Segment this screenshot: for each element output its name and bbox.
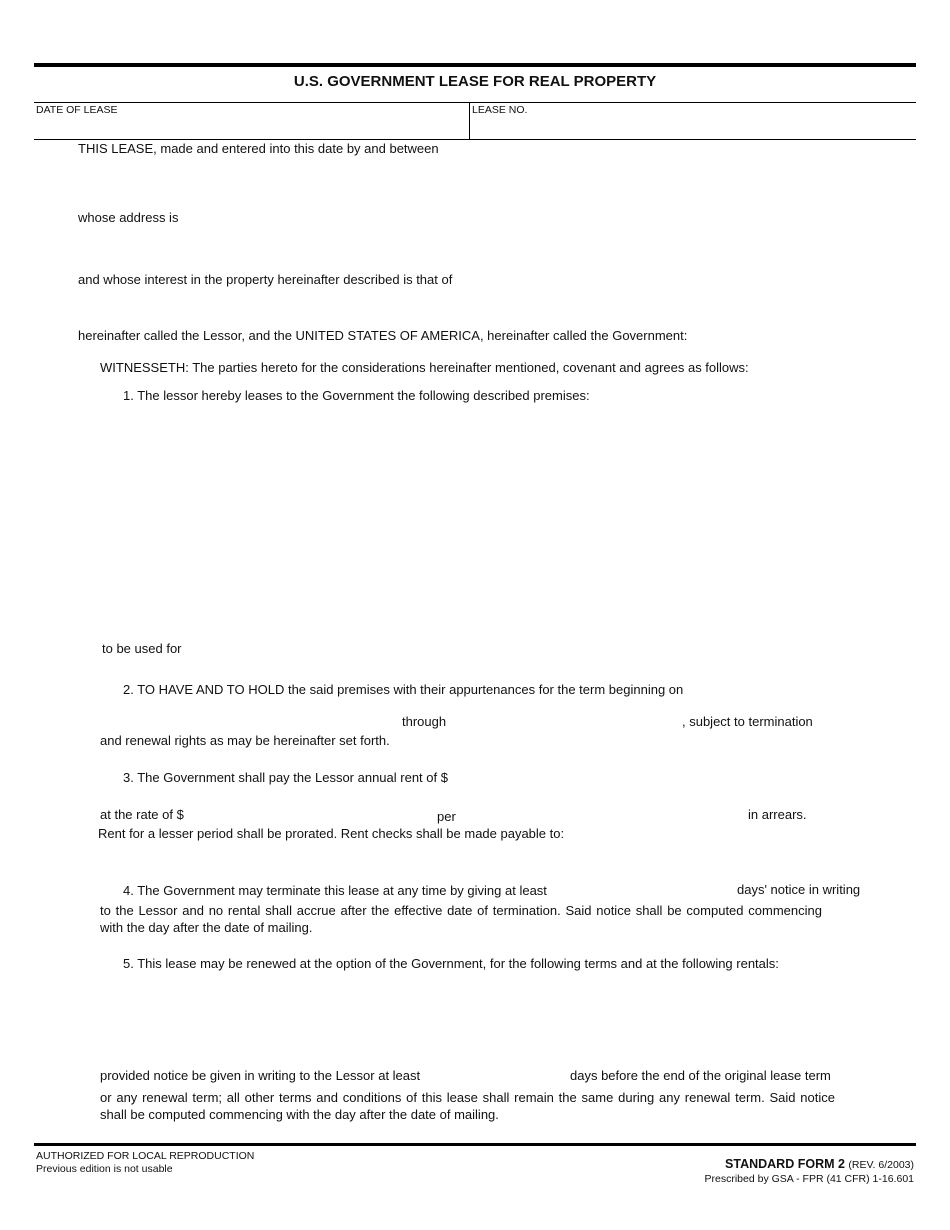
hereinafter-text: hereinafter called the Lessor, and the UNITED STATES OF AMERICA, hereinafter called the Government:: [78, 328, 688, 343]
clause-5-body: or any renewal term; all other terms and conditions of this lease shall remain the same during any renewal term. Said notice shall be computed commencing with the day after the date of mailing.: [100, 1090, 835, 1122]
lease-no-label: LEASE NO.: [472, 104, 528, 116]
to-be-used-for-text: to be used for: [102, 641, 182, 656]
this-lease-text: THIS LEASE, made and entered into this date by and between: [78, 141, 439, 156]
header-divider: [469, 102, 470, 139]
top-rule: [34, 63, 916, 67]
clause-5-text: 5. This lease may be renewed at the option of the Government, for the following terms and at the following rentals:: [123, 956, 779, 971]
form-title: U.S. GOVERNMENT LEASE FOR REAL PROPERTY: [293, 73, 657, 90]
clause-3-text: 3. The Government shall pay the Lessor annual rent of $: [123, 770, 448, 785]
clause-2-text: 2. TO HAVE AND TO HOLD the said premises with their appurtenances for the term beginning on: [123, 682, 684, 697]
days-before-text: days before the end of the original lease term: [570, 1068, 831, 1083]
provided-notice-text: provided notice be given in writing to the Lessor at least: [100, 1068, 421, 1083]
rate-text: at the rate of $: [100, 807, 184, 822]
form-name: STANDARD FORM 2: [725, 1157, 845, 1171]
date-of-lease-label: DATE OF LEASE: [36, 104, 118, 116]
in-arrears-text: in arrears.: [748, 807, 807, 822]
form-identifier: [725, 1157, 914, 1171]
footer-rule: [34, 1143, 916, 1146]
interest-field[interactable]: [78, 292, 908, 326]
previous-edition-text: Previous edition is not usable: [36, 1163, 173, 1175]
prorated-text: Rent for a lesser period shall be prorated. Rent checks shall be made payable to:: [98, 826, 565, 841]
annual-rent-field[interactable]: [477, 768, 907, 788]
use-field[interactable]: [192, 639, 910, 659]
address-field[interactable]: [78, 230, 908, 270]
notice-days-field[interactable]: [588, 880, 732, 900]
renewal-terms-field[interactable]: [100, 978, 910, 1064]
header-bottom-line: [34, 139, 916, 140]
witnesseth-text: WITNESSETH: The parties hereto for the considerations hereinafter mentioned, covenant and agrees as follows:: [100, 360, 749, 375]
renewal-notice-days-field[interactable]: [450, 1066, 564, 1086]
term-end-field[interactable]: [455, 712, 677, 732]
form-revision: (REV. 6/2003): [848, 1159, 914, 1171]
lessor-name-field[interactable]: [78, 162, 908, 202]
clause-4-text: 4. The Government may terminate this lease at any time by giving at least: [123, 883, 547, 898]
per-text: per: [437, 809, 456, 824]
premises-field[interactable]: [100, 410, 910, 636]
prescribed-text: Prescribed by GSA - FPR (41 CFR) 1-16.601: [704, 1173, 914, 1185]
rate-field[interactable]: [196, 805, 428, 825]
clause-1-text: 1. The lessor hereby leases to the Government the following described premises:: [123, 388, 590, 403]
through-text: through: [402, 714, 447, 729]
days-notice-text: days' notice in writing: [737, 882, 861, 897]
payee-field[interactable]: [100, 846, 910, 876]
interest-text: and whose interest in the property hereinafter described is that of: [78, 272, 453, 287]
whose-address-text: whose address is: [78, 210, 179, 225]
lease-no-field[interactable]: [472, 119, 912, 137]
per-period-field[interactable]: [466, 805, 742, 825]
date-of-lease-field[interactable]: [36, 119, 464, 137]
header-top-line: [34, 102, 916, 103]
subject-to-termination-text: , subject to termination: [682, 714, 813, 729]
term-begin-field[interactable]: [100, 712, 395, 732]
renewal-rights-text: and renewal rights as may be hereinafter set forth.: [100, 733, 390, 748]
clause-4-body: to the Lessor and no rental shall accrue after the effective date of termination. Said notice shall be computed commencing with the day after the date of mailing.: [100, 903, 822, 935]
authorized-text: AUTHORIZED FOR LOCAL REPRODUCTION: [36, 1150, 255, 1162]
